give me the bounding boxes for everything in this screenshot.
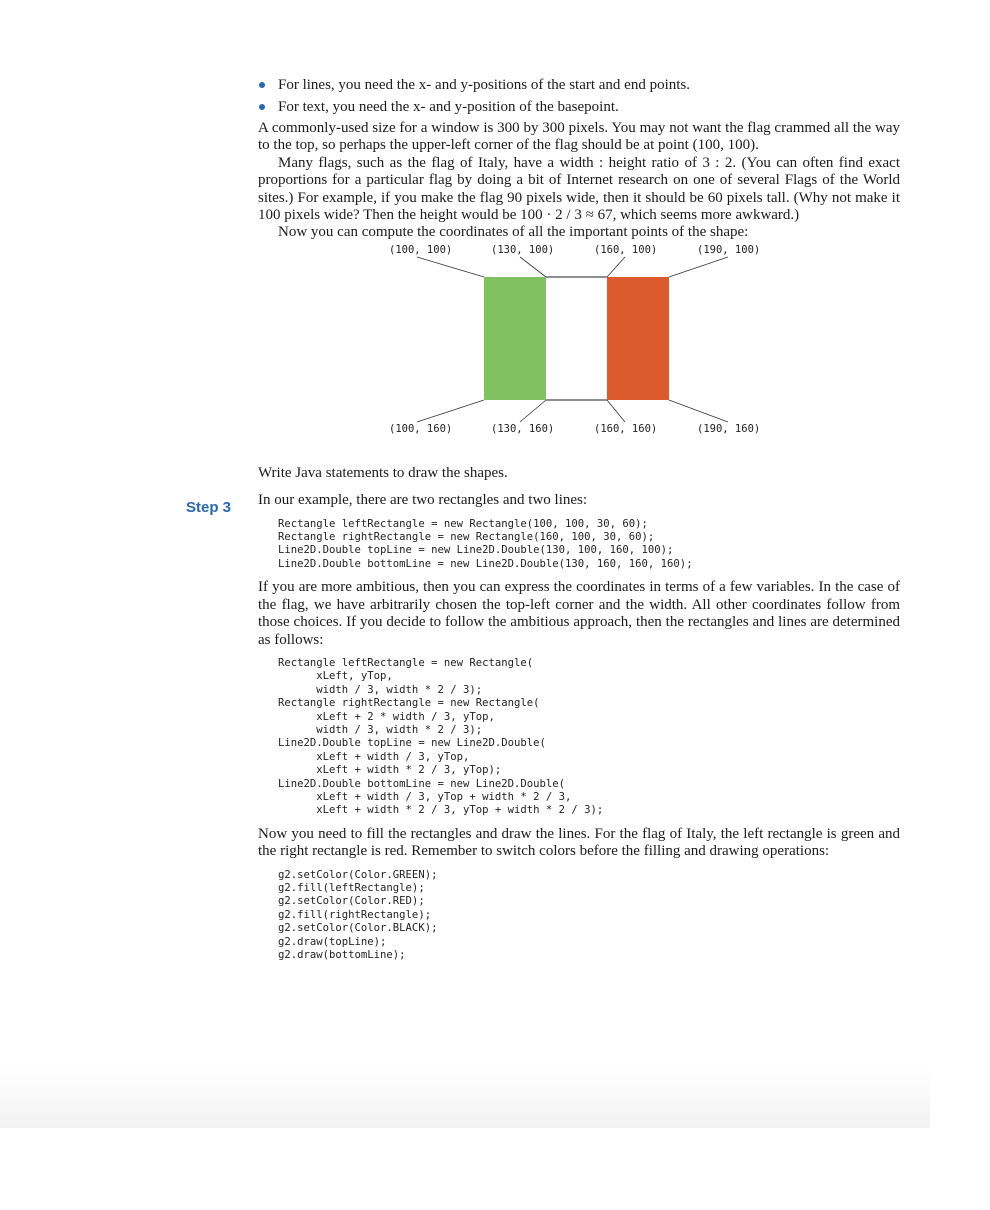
flag-left-rectangle: [484, 277, 546, 400]
code-block-rectangles-lines: Rectangle leftRectangle = new Rectangle(100, 100, 30, 60); Rectangle rightRectangle = new Rectangle(160, 100, 30, 60); Line2D.Double topLine = new Line2D.Double(130, 100, 160, 100); Line2D.Double bottomLine = new Line2D.Double(130, 160, 160, 160);: [278, 517, 693, 570]
paragraph-window-size: A commonly-used size for a window is 300 by 300 pixels. You may not want the flag crammed all the way to the top, so perhaps the upper-left corner of the flag should be at point (100, 100).: [258, 120, 900, 154]
coord-label-top-left: (100, 100): [389, 243, 453, 256]
leader-line-top-3: [607, 257, 625, 277]
leader-line-top-2: [520, 257, 546, 277]
coord-label-top: (130, 100): [491, 243, 555, 256]
leader-line-top-4: [669, 257, 728, 277]
code-block-variables: Rectangle leftRectangle = new Rectangle( xLeft, yTop, width / 3, width * 2 / 3); Rectangle rightRectangle = new Rectangle( xLeft + 2 * width / 3, yTop, width / 3, width * 2 / 3); Line2D.Double topLine = new Line2D.Double( xLeft + width / 3, yTop, xLeft + width * 2 / 3, yTop); Line2D.Double bottomLine = new Line2D.Double( xLeft + width / 3, yTop + width * 2 / 3, xLeft + width * 2 / 3, yTop + width * 2 / 3);: [278, 656, 604, 817]
coord-label-bottom-right: (190, 160): [697, 422, 761, 435]
flag-right-rectangle: [607, 277, 669, 400]
paragraph-example: In our example, there are two rectangles and two lines:: [258, 492, 588, 509]
paragraph-ambitious: If you are more ambitious, then you can express the coordinates in terms of a few variables. In the case of the flag, we have arbitrarily chosen the top-left corner and the width. All other coordinates follow from those choices. If you decide to follow the ambitious approach, then the rectangles and lines are determined as follows:: [258, 579, 900, 648]
page-content: [258, 76, 900, 970]
flag-figure: [258, 243, 900, 456]
flag-diagram: [258, 243, 900, 456]
step-heading: Write Java statements to draw the shapes.: [258, 464, 508, 481]
paragraph-flag-ratio: Many flags, such as the flag of Italy, have a width : height ratio of 3 : 2. (You can often find exact proportions for a particular flag by doing a bit of Internet research on one of several Flags of the World sites.) For example, if you make the flag 90 pixels wide, then it should be 60 pixels tall. (Why not make it 100 pixels wide? Then the height would be 100 · 2 / 3 ≈ 67, which seems more awkward.): [258, 154, 900, 224]
leader-line-bottom-1: [417, 400, 484, 422]
code-block-draw: g2.setColor(Color.GREEN); g2.fill(leftRectangle); g2.setColor(Color.RED); g2.fill(rightRectangle); g2.setColor(Color.BLACK); g2.draw(topLine); g2.draw(bottomLine);: [278, 868, 438, 962]
bullet-item: For lines, you need the x- and y-positions of the start and end points.: [258, 76, 900, 95]
step-label: Step 3: [186, 499, 232, 516]
coord-label-bottom-left: (100, 160): [389, 422, 453, 435]
leader-line-top-1: [417, 257, 484, 277]
coord-label-top: (160, 100): [594, 243, 658, 256]
bullet-item: For text, you need the x- and y-position of the basepoint.: [258, 98, 900, 117]
bullet-icon: [259, 82, 265, 88]
paragraph-compute-coordinates: Now you can compute the coordinates of all the important points of the shape:: [278, 224, 749, 241]
bullet-list: [258, 76, 900, 117]
leader-line-bottom-2: [520, 400, 546, 422]
coord-label-top-right: (190, 100): [697, 243, 761, 256]
leader-line-bottom-3: [607, 400, 625, 422]
leader-line-bottom-4: [669, 400, 728, 422]
flag-middle-white: [546, 277, 607, 400]
paragraph-fill: Now you need to fill the rectangles and draw the lines. For the flag of Italy, the left rectangle is green and the right rectangle is red. Remember to switch colors before the filling and drawing operations:: [258, 825, 900, 860]
bullet-icon: [259, 104, 265, 110]
coord-label-bottom: (160, 160): [594, 422, 658, 435]
coord-label-bottom: (130, 160): [491, 422, 555, 435]
